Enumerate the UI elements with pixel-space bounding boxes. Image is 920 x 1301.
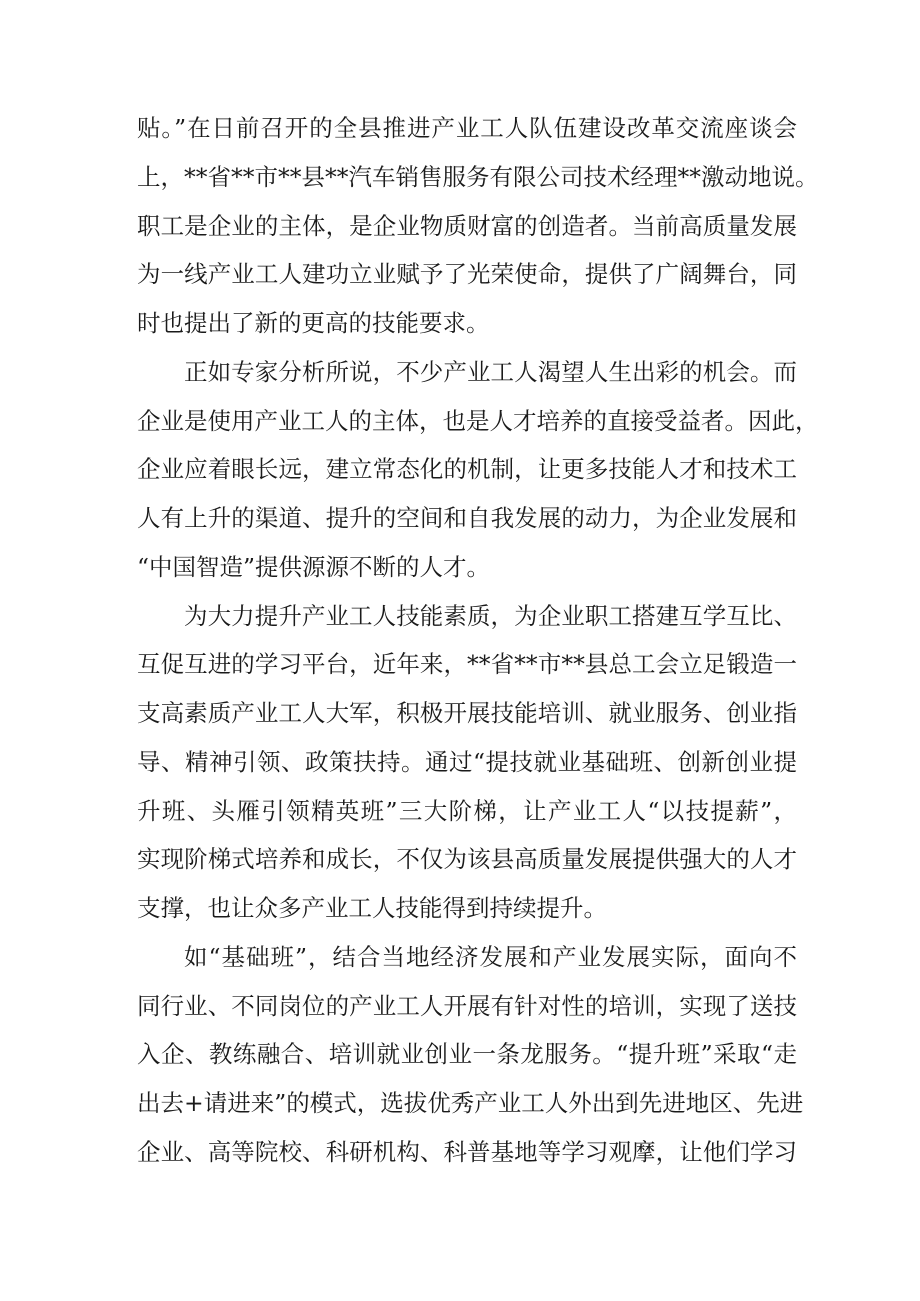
text-line: 为一线产业工人建功立业赋予了光荣使命，提供了广阔舞台，同 [137,260,797,289]
text-line: 导、精神引领、政策扶持。通过“提技就业基础班、创新创业提 [137,747,797,776]
text-line: 人有上升的渠道、提升的空间和自我发展的动力，为企业发展和 [137,504,797,532]
text-line: 上，**省**市**县**汽车销售服务有限公司技术经理**激动地说。 [137,162,819,191]
text-line: 互促互进的学习平台，近年来，**省**市**县总工会立足锻造一 [137,650,797,679]
text-line: 支撑，也让众多产业工人技能得到持续提升。 [137,894,607,922]
text-line: 升班、头雁引领精英班”三大阶梯，让产业工人“以技提薪”， [137,796,797,825]
text-line: 正如专家分析所说，不少产业工人渴望人生出彩的机会。而 [184,357,797,386]
text-line: 实现阶梯式培养和成长，不仅为该县高质量发展提供强大的人才 [137,845,797,874]
text-line: 出去+请进来”的模式，选拔优秀产业工人外出到先进地区、先进 [137,1089,804,1117]
text-line: 同行业、不同岗位的产业工人开展有针对性的培训，实现了送技 [137,991,797,1020]
text-line: 为大力提升产业工人技能素质，为企业职工搭建互学互比、 [184,601,797,630]
text-line: 企业、高等院校、科研机构、科普基地等学习观摩，让他们学习 [137,1137,797,1166]
text-line: “中国智造”提供源源不断的人才。 [137,552,491,581]
document-page [137,104,819,1177]
text-line: 企业是使用产业工人的主体，也是人才培养的直接受益者。因此， [137,406,819,435]
text-line: 入企、教练融合、培训就业创业一条龙服务。“提升班”采取“走 [137,1040,797,1069]
text-line: 如“基础班”，结合当地经济发展和产业发展实际，面向不 [184,942,797,971]
text-line: 企业应着眼长远，建立常态化的机制，让更多技能人才和技术工 [137,455,797,484]
text-line: 职工是企业的主体，是企业物质财富的创造者。当前高质量发展 [137,211,797,240]
text-line: 支高素质产业工人大军，积极开展技能培训、就业服务、创业指 [137,699,797,727]
text-line: 贴。”在日前召开的全县推进产业工人队伍建设改革交流座谈会 [137,114,797,142]
text-line: 时也提出了新的更高的技能要求。 [137,309,490,337]
